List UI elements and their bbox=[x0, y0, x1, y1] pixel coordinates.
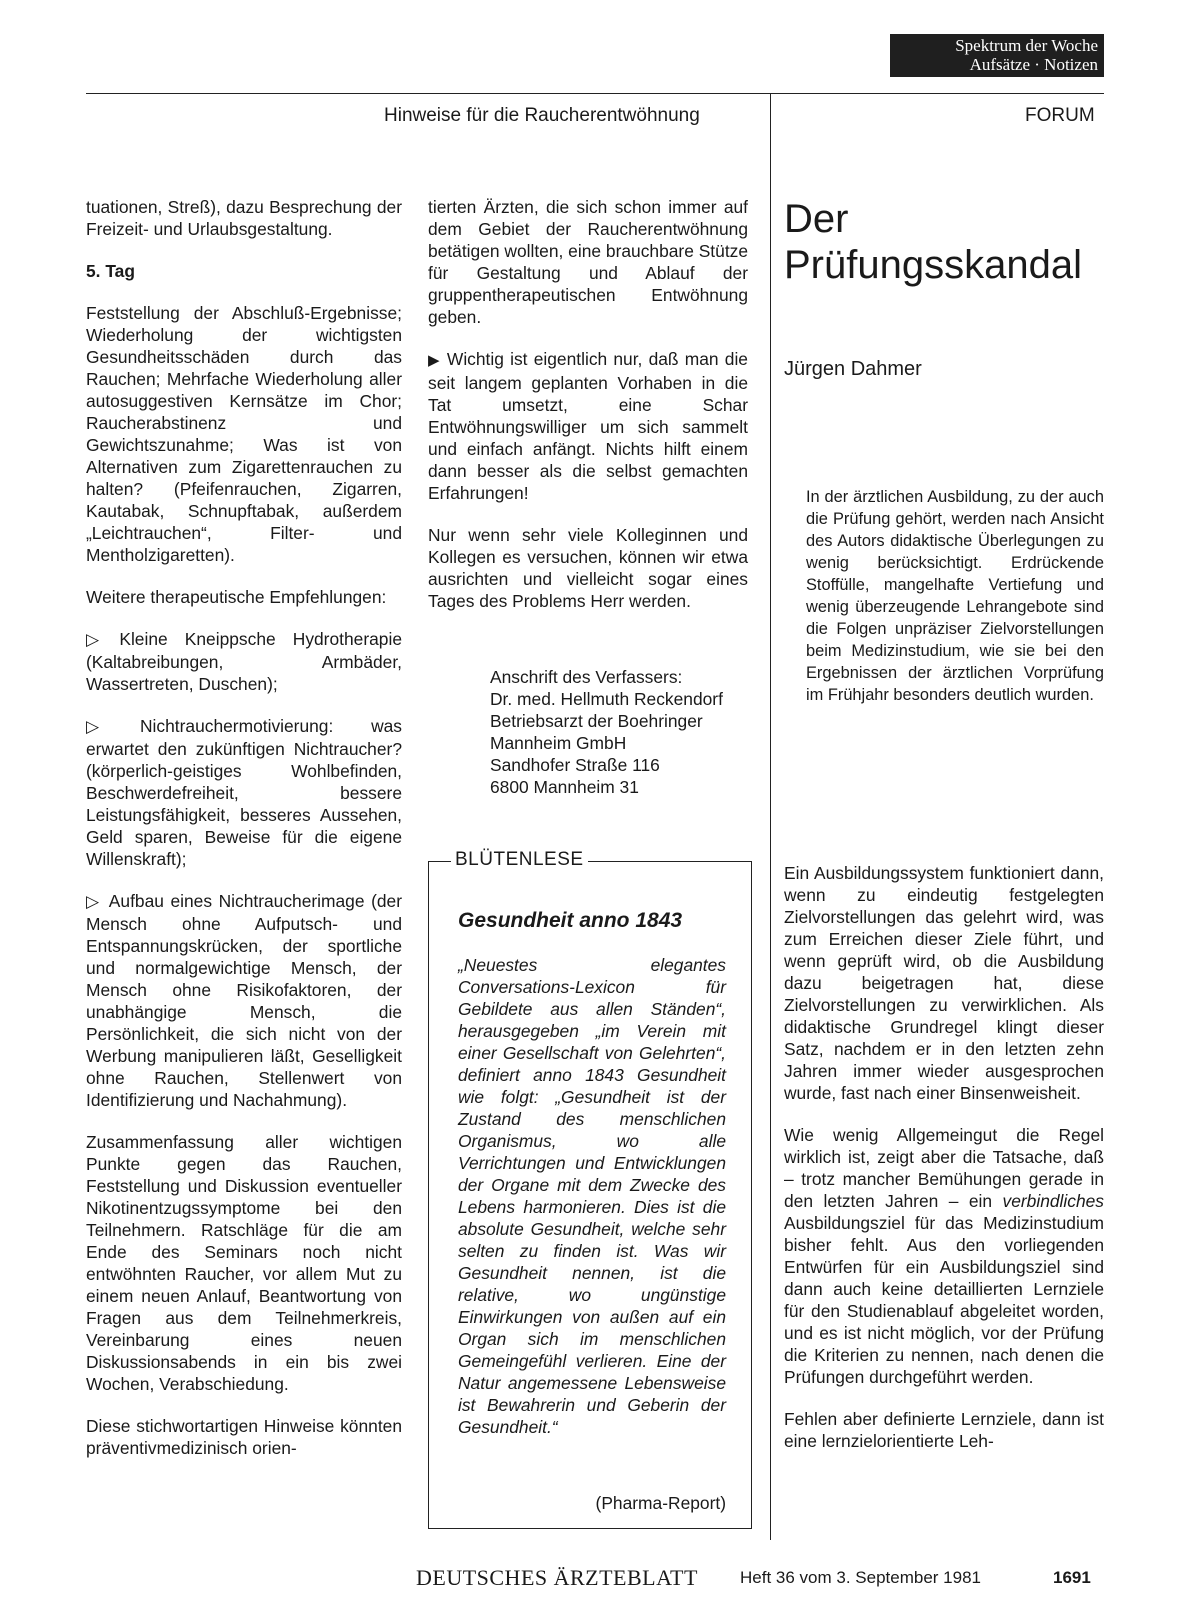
bullet-item: ▷ Kleine Kneippsche Hydrotherapie (Kaltabreibungen, Armbäder, Wassertreten, Duschen); bbox=[86, 629, 402, 694]
column-3 bbox=[784, 862, 1104, 1452]
author-address bbox=[490, 666, 723, 798]
triangle-outline-icon: ▷ bbox=[86, 717, 132, 736]
header-rule bbox=[86, 93, 1104, 94]
issue-info: Heft 36 vom 3. September 1981 bbox=[740, 1568, 981, 1587]
badge-line-1: Spektrum der Woche bbox=[955, 36, 1098, 55]
col2-paragraph-1: tierten Ärzten, die sich schon immer auf dem Gebiet der Raucherentwöhnung betätigen wollten, eine brauchbare Stütze für Gestaltung und Ablauf der gruppentherapeutischen Entwöhnung geben. bbox=[428, 197, 749, 327]
address-line: Betriebsarzt der Boehringer bbox=[490, 711, 703, 731]
box-label: BLÜTENLESE bbox=[451, 848, 588, 872]
article-paragraph-3: Fehlen aber definierte Lernziele, dann ist eine lernzielorientierte Leh- bbox=[784, 1409, 1104, 1451]
badge-line-2: Aufsätze · Notizen bbox=[969, 55, 1098, 74]
triangle-filled-icon: ▶ bbox=[428, 352, 441, 369]
col1-paragraph-5: Diese stichwortartigen Hinweise könnten präventivmedizinisch orien- bbox=[86, 1416, 402, 1458]
running-title: Hinweise für die Raucherentwöhnung bbox=[384, 105, 700, 126]
bullet-item: ▷ Nichtrauchermotivierung: was erwartet den zukünftigen Nichtraucher? (körperlich-geistiges Wohlbefinden, Beschwerdefreiheit, bessere Leistungsfähigkeit, besseres Aussehen, Geld sparen, Beweise für die eigene Willenskraft); bbox=[86, 716, 402, 869]
col2-paragraph-3: Nur wenn sehr viele Kolleginnen und Kollegen es versuchen, können wir etwa ausrichten und vielleicht sogar eines Tages des Problems Herr werden. bbox=[428, 525, 748, 611]
address-line: Anschrift des Verfassers: bbox=[490, 667, 683, 687]
triangle-outline-icon: ▷ bbox=[86, 892, 101, 911]
section-label: FORUM bbox=[1025, 105, 1095, 126]
article-abstract: In der ärztlichen Ausbildung, zu der auch die Prüfung gehört, werden nach Ansicht des Autors didaktische Überlegungen zu wenig berücksichtigt. Erdrückende Stoffülle, mangelhafte Vertiefung und wenig überzeugende Lehrangebote sind die Folgen unpräziser Zielvorstellungen beim Medizinstudium, wie sie bei den Ergebnissen der ärztlichen Vorprüfung im Frühjahr besonders deutlich wurden. bbox=[806, 488, 1104, 704]
column-1 bbox=[86, 196, 402, 1459]
address-line: Dr. med. Hellmuth Reckendorf bbox=[490, 689, 723, 709]
column-divider bbox=[770, 93, 771, 1540]
address-line: Mannheim GmbH bbox=[490, 733, 627, 753]
day-5-heading: 5. Tag bbox=[86, 261, 135, 281]
box-text: „Neuestes elegantes Conversations-Lexicon für Gebildete aus allen Ständen“, herausgegeben „im Verein mit einer Gesellschaft von Gelehrten“, definiert anno 1843 Gesundheit wie folgt: „Gesundheit ist der Zustand des menschlichen Organismus, wo alle Verrichtungen und Entwicklungen der Organe mit dem Zwecke des Lebens harmonieren. Dies ist die absolute Gesundheit, welche sehr selten zu finden ist. Was wir Gesundheit nennen, ist die relative, wo ungünstige Einwirkungen von außen auf ein Organ sich im menschlichen Gemeingefühl verlieren. Eine der Natur angemessene Lebensweise ist Bewahrerin und Geberin der Gesundheit.“ bbox=[458, 955, 726, 1437]
column-2 bbox=[428, 196, 748, 632]
col1-paragraph-1: tuationen, Streß), dazu Besprechung der Freizeit- und Urlaubsgestaltung. bbox=[86, 197, 402, 239]
address-line: Sandhofer Straße 116 bbox=[490, 755, 660, 775]
col1-paragraph-3: Weitere therapeutische Empfehlungen: bbox=[86, 587, 387, 607]
article-author: Jürgen Dahmer bbox=[784, 358, 922, 380]
article-title bbox=[784, 196, 1082, 288]
bullet-item: ▷ Aufbau eines Nichtraucherimage (der Mensch ohne Aufputsch- und Entspannungskrücken, der sportliche und normalgewichtige Mensch, der Mensch ohne Risikofaktoren, der unabhängige Mensch, die Persönlichkeit, die sich nicht von der Werbung manipulieren läßt, Geselligkeit ohne Rauchen, Stellenwert von Identifizierung und Nachahmung). bbox=[86, 891, 402, 1110]
article-paragraph-1: Ein Ausbildungssystem funktioniert dann, wenn zu eindeutig festgelegten Zielvorstellungen das gelehrt wird, was zum Erreichen dieser Ziele führt, und wenn geprüft wird, ob die Ausbildung dazu beigetragen hat, diese Zielvorstellungen zu verwirklichen. Als didaktische Grundregel klingt dieser Satz, nachdem er in den letzten zehn Jahren immer wieder ausgesprochen wurde, fast nach einer Binsenweisheit. bbox=[784, 863, 1104, 1103]
title-line-1: Der bbox=[784, 197, 849, 241]
section-badge bbox=[890, 34, 1104, 77]
triangle-outline-icon: ▷ bbox=[86, 630, 112, 649]
col1-paragraph-4: Zusammenfassung aller wichtigen Punkte gegen das Rauchen, Feststellung und Diskussion eventueller Nikotinentzugssymptome bei den Teilnehmern. Ratschläge für die am Ende des Seminars noch nicht entwöhnten Raucher, vor allem Mut zu einem neuen Anlauf, Beantwortung von Fragen aus dem Teilnehmerkreis, Vereinbarung eines neuen Diskussionsabends in ein bis zwei Wochen, Verabschiedung. bbox=[86, 1132, 402, 1394]
emphasis: verbindliches bbox=[1002, 1191, 1104, 1211]
title-line-2: Prüfungsskandal bbox=[784, 243, 1082, 287]
page-number: 1691 bbox=[1053, 1568, 1091, 1587]
col2-paragraph-2: ▶ Wichtig ist eigentlich nur, daß man die seit langem geplanten Vorhaben in die Tat umsetzt, eine Schar Entwöhnungswilliger um sich sammelt und einfach anfängt. Nichts hilft einem dann besser als die selbst gemachten Erfahrungen! bbox=[428, 349, 748, 503]
publication-name: DEUTSCHES ÄRZTEBLATT bbox=[416, 1565, 698, 1590]
box-title: Gesundheit anno 1843 bbox=[458, 909, 683, 932]
article-paragraph-2: Wie wenig Allgemeingut die Regel wirklich ist, zeigt aber die Tatsache, daß – trotz mancher Bemühungen gerade in den letzten Jahren – ein verbindliches Ausbildungsziel für das Medizinstudium bisher fehlt. Aus den vorliegenden Entwürfen für ein Ausbildungsziel sind dann auch keine detaillierten Lernziele für den Studienablauf abgeleitet worden, und es ist nicht möglich, vor der Prüfung die Kriterien zu nennen, nach denen die Prüfungen durchgeführt werden. bbox=[784, 1125, 1104, 1387]
address-line: 6800 Mannheim 31 bbox=[490, 777, 639, 797]
box-source: (Pharma-Report) bbox=[595, 1493, 726, 1513]
col1-paragraph-2: Feststellung der Abschluß-Ergebnisse; Wiederholung der wichtigsten Gesundheitsschäden durch das Rauchen; Mehrfache Wiederholung aller autosuggestiven Kernsätze im Chor; Raucherabstinenz und Gewichtszunahme; Was ist von Alternativen zum Zigarettenrauchen zu halten? (Pfeifenrauchen, Zigarren, Kautabak, Schnupftabak, außerdem „Leichtrauchen“, Filter- und Mentholzigaretten). bbox=[86, 303, 402, 565]
